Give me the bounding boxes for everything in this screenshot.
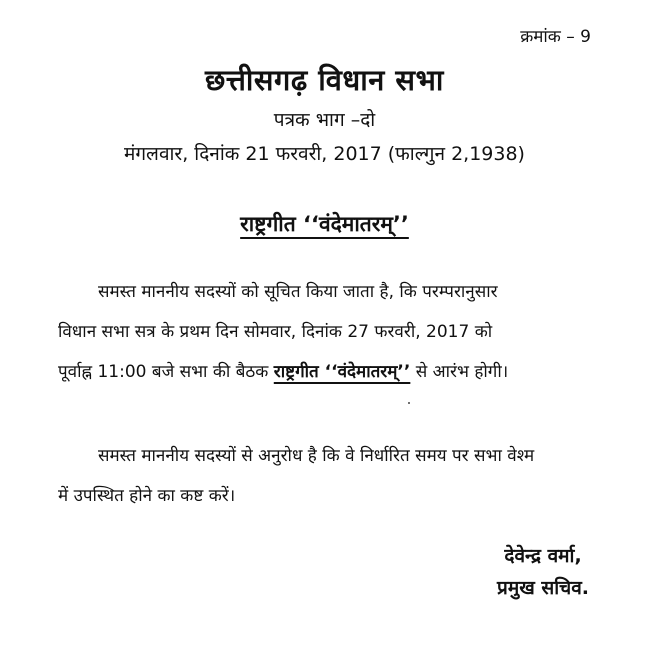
subject-heading (0, 210, 649, 238)
bulletin-part: पत्रक भाग –दो (273, 109, 376, 131)
signatory-name: देवेन्द्र वर्मा, (504, 545, 582, 567)
signatory-designation: प्रमुख सचिव. (497, 577, 589, 599)
paragraph-1-line-2: विधान सभा सत्र के प्रथम दिन सोमवार, दिनांक 27 फरवरी, 2017 को (58, 322, 493, 342)
paragraph-1-line-3 (58, 352, 618, 392)
signature-block (497, 540, 589, 604)
paragraph-2-line-1: समस्त माननीय सदस्यों से अनुरोध है कि वे निर्धारित समय पर सभा वेश्म (98, 446, 535, 466)
serial-number: क्रमांक – 9 (520, 27, 591, 47)
subject-text: राष्ट्रगीत ‘‘वंदेमातरम्’’ (240, 212, 409, 236)
organization-title: छत्तीसगढ़ विधान सभा (205, 63, 444, 97)
paragraph-2-line-2: में उपस्थित होने का कष्ट करें। (58, 486, 236, 506)
paragraph-2 (58, 436, 618, 516)
paragraph-1-line-3-start: पूर्वाह्न 11:00 बजे सभा की बैठक (58, 362, 269, 382)
date-line: मंगलवार, दिनांक 21 फरवरी, 2017 (फाल्गुन 2,1938) (124, 143, 525, 165)
paragraph-1-line-1: समस्त माननीय सदस्यों को सूचित किया जाता है, कि परम्परानुसार (98, 282, 498, 302)
paragraph-1 (58, 272, 618, 392)
stray-dot (408, 402, 410, 404)
paragraph-1-line-3-end: से आरंभ होगी। (415, 362, 509, 382)
anthem-emphasis: राष्ट्रगीत ‘‘वंदेमातरम्’’ (273, 362, 411, 382)
